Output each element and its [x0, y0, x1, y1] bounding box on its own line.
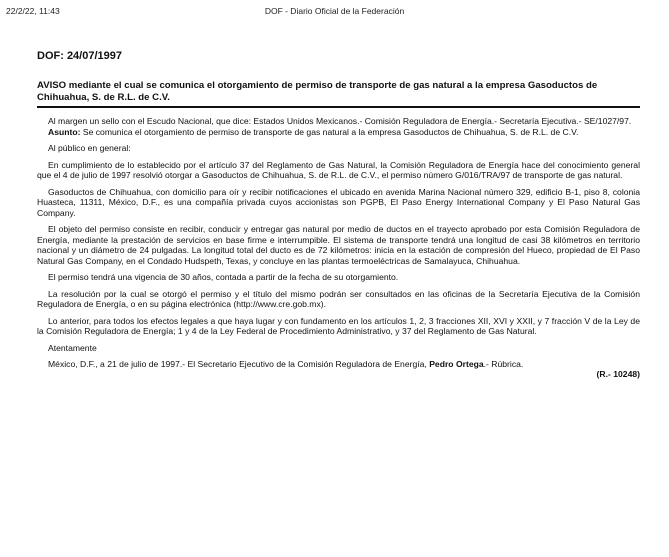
reference-code: (R.- 10248): [596, 368, 640, 379]
print-timestamp: 22/2/22, 11:43: [6, 6, 60, 16]
document-body: [37, 116, 640, 379]
body-paragraph: El objeto del permiso consiste en recibir, conducir y entregar gas natural por medio de ductos en el trayecto aprobado por esta Comisión Reguladora de Energía, mediante la prestación de servicios en base firme e interrumpible. El sistema de transporte tendrá una longitud de casi 38 kilómetros en territorio nacional y un diámetro de 24 pulgadas. La longitud total del ducto es de 72 kilómetros: inicia en la estación de compresión del Hueco, propiedad de El Paso Natural Gas Company, en el Condado Hudspeth, Texas, y concluye en las plantas termoeléctricas de Samalayuca, Chihuahua.: [37, 224, 640, 266]
body-paragraph: En cumplimiento de lo establecido por el artículo 37 del Reglamento de Gas Natural, la Comisión Reguladora de Energía hace del conocimiento general que el 4 de julio de 1997 resolvió otorgar a Gasoductos de Chihuahua, S. de R.L. de C.V., el permiso número G/016/TRA/97 de transporte de gas natural.: [37, 159, 640, 180]
asunto-paragraph: [37, 127, 640, 138]
body-paragraph: Gasoductos de Chihuahua, con domicilio para oír y recibir notificaciones el ubicado en avenida Marina Nacional número 329, edificio B-1, piso 8, colonia Huasteca, 11311, México, D.F., es una compañía privada cuyos accionistas son PGPB, El Paso Energy International Company y El Paso Natural Gas Company.: [37, 186, 640, 218]
signature-prefix: México, D.F., a 21 de julio de 1997.- El Secretario Ejecutivo de la Comisión Reguladora de Energía,: [48, 359, 430, 369]
document-title: AVISO mediante el cual se comunica el otorgamiento de permiso de transporte de gas natural a la empresa Gasoductos de Chihuahua, S. de R.L. de C.V.: [37, 80, 640, 108]
greeting: Al público en general:: [48, 143, 131, 153]
print-header: [6, 6, 663, 18]
closing: Atentamente: [48, 342, 97, 353]
signature-name: Pedro Ortega: [429, 359, 484, 369]
print-site-title: DOF - Diario Oficial de la Federación: [264, 6, 405, 16]
body-paragraph: El permiso tendrá una vigencia de 30 años, contada a partir de la fecha de su otorgamiento.: [48, 272, 399, 282]
signature-suffix: .- Rúbrica.: [483, 359, 524, 369]
document-page: [37, 50, 640, 379]
asunto-label: Asunto:: [48, 126, 81, 137]
document-date: DOF: 24/07/1997: [37, 50, 122, 62]
seal-note: Al margen un sello con el Escudo Nacional, que dice: Estados Unidos Mexicanos.- Comisión Reguladora de Energía.- Secretaría Ejecutiva.- SE/1027/97.: [48, 116, 632, 126]
asunto-text: Se comunica el otorgamiento de permiso de transporte de gas natural a la empresa Gasoductos de Chihuahua, S. de R.L. de C.V.: [80, 126, 579, 137]
body-paragraph: Lo anterior, para todos los efectos legales a que haya lugar y con fundamento en los artículos 1, 2, 3 fracciones XII, XVI y XXII, y 7 fracción V de la Ley de la Comisión Reguladora de Energía; 1 y 4 de la Ley Federal de Procedimiento Administrativo, y 37 del Reglamento de Gas Natural.: [37, 315, 640, 336]
body-paragraph: La resolución por la cual se otorgó el permiso y el título del mismo podrán ser consultados en las oficinas de la Secretaría Ejecutiva de la Comisión Reguladora de Energía, o en su página electrónica (http://www.cre.gob.mx).: [37, 288, 640, 309]
